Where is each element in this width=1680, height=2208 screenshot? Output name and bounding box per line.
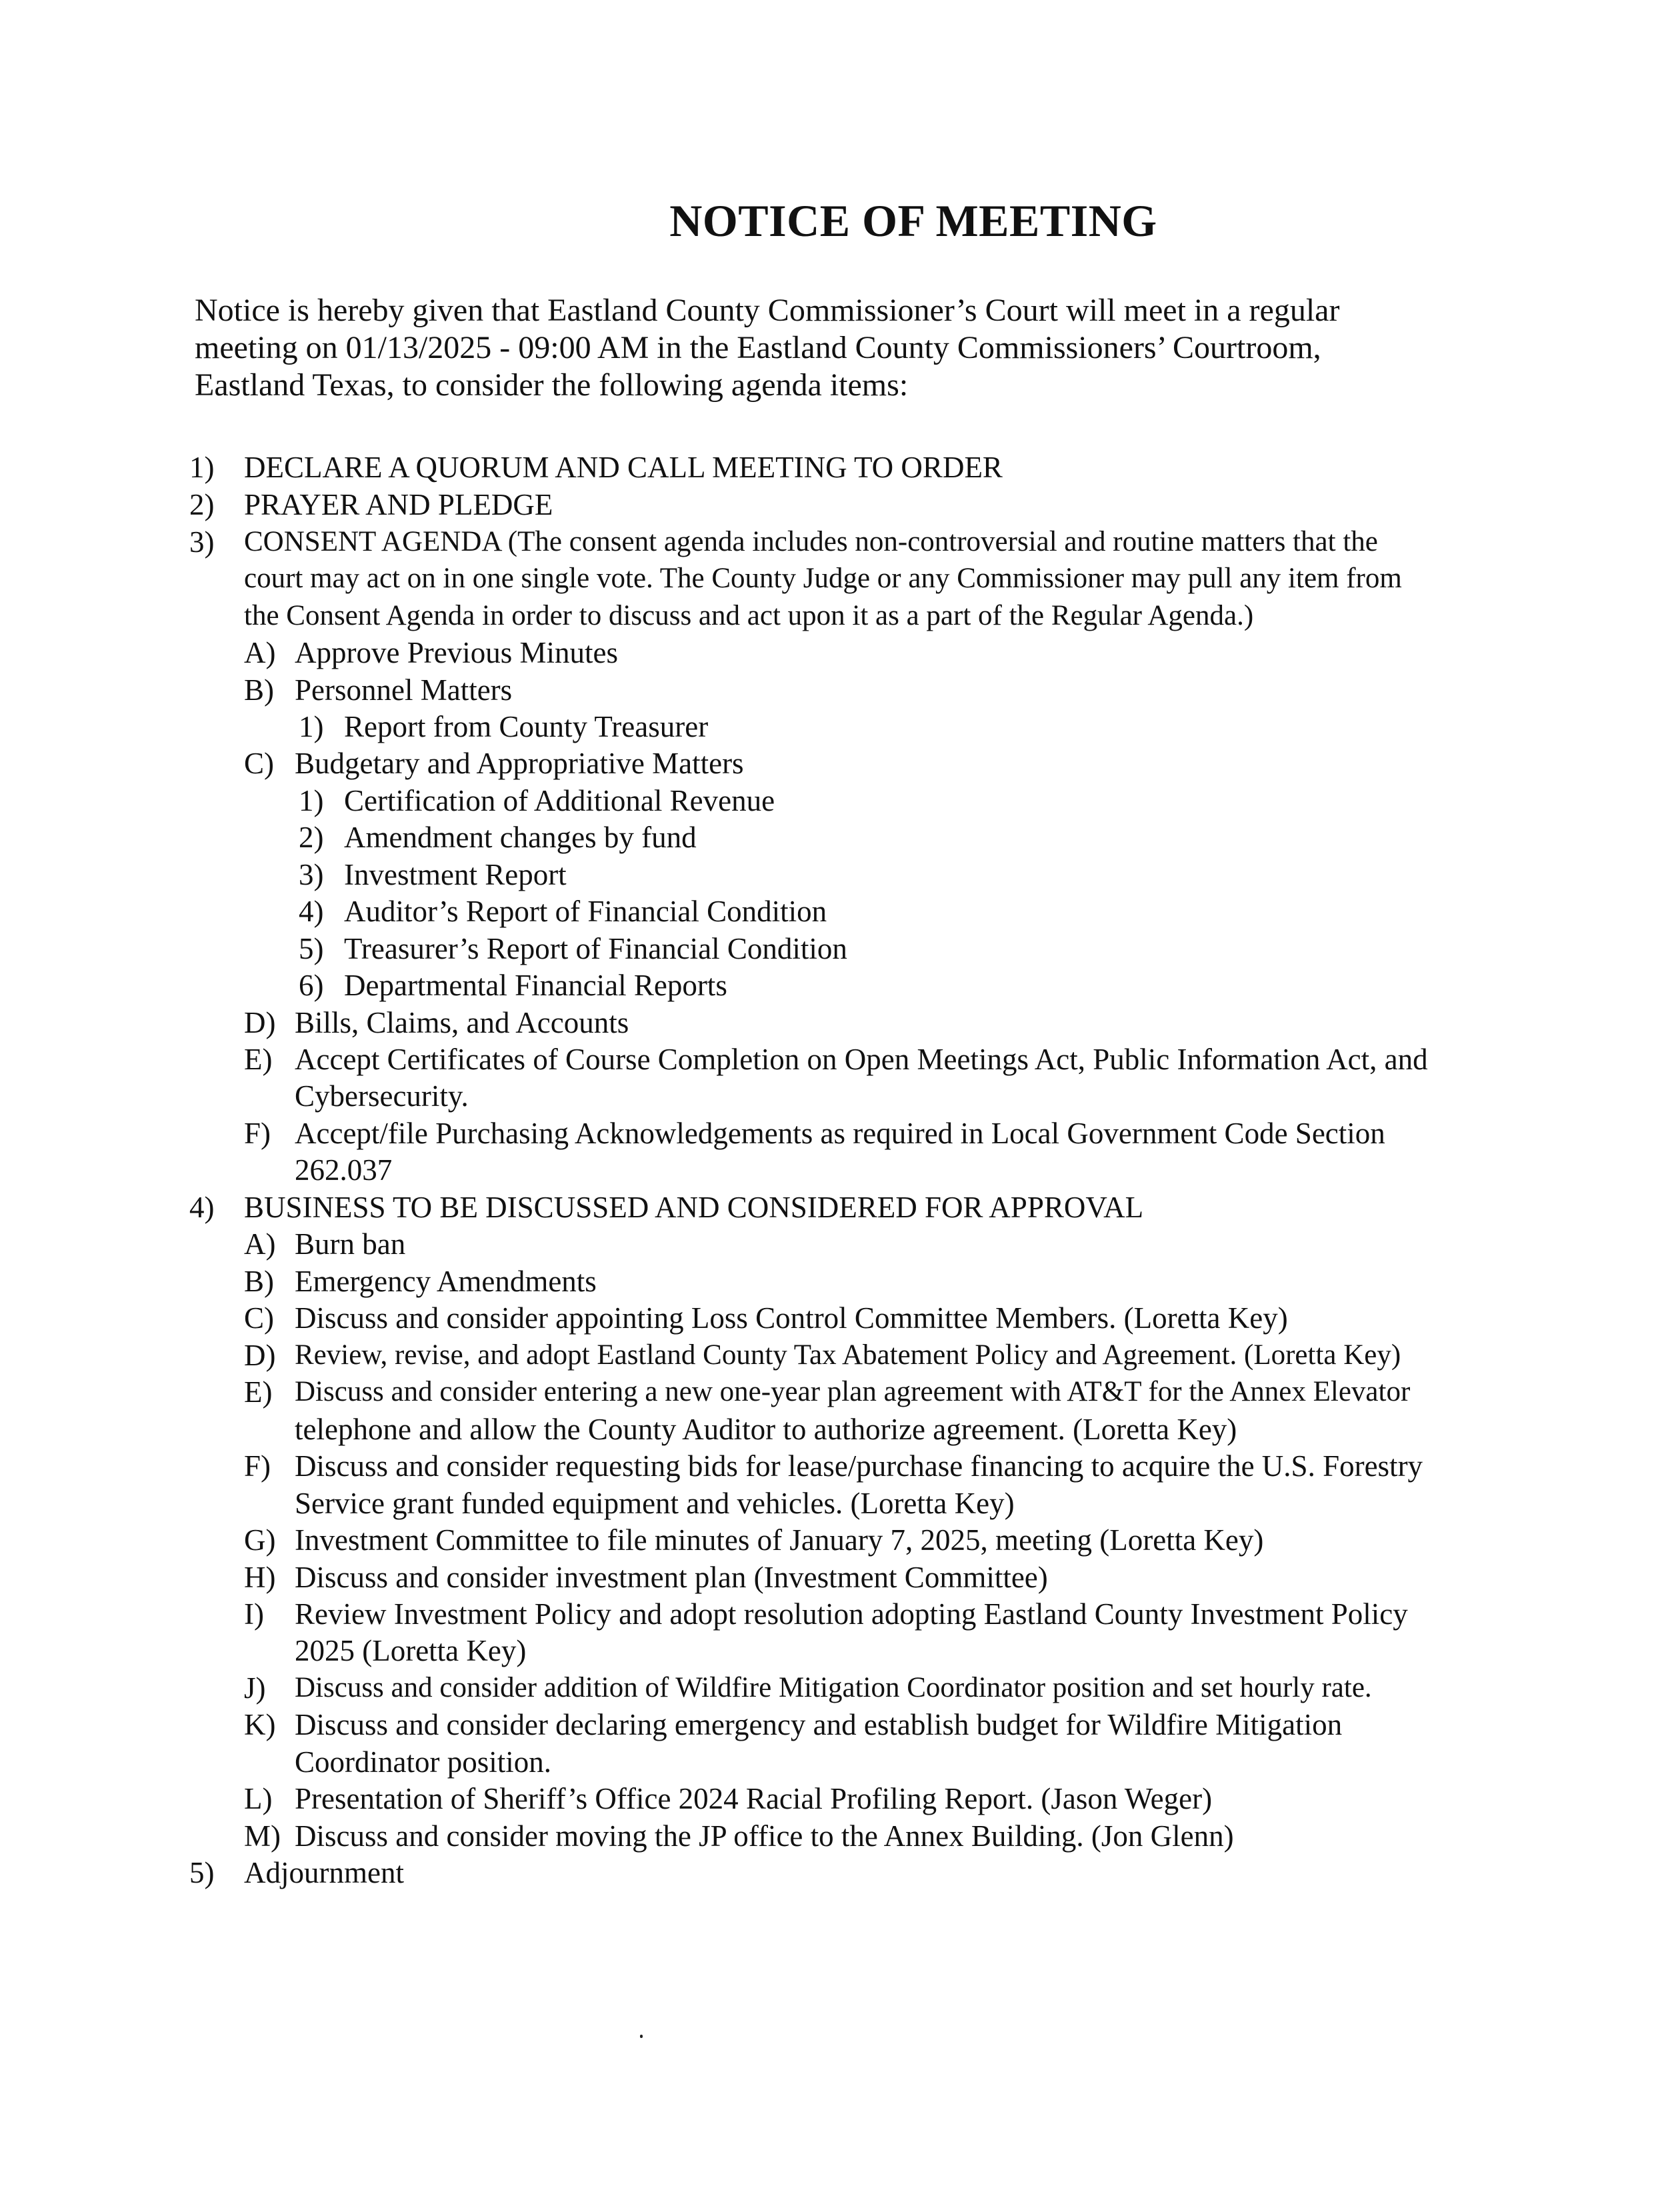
agenda-subitem-text: Emergency Amendments bbox=[295, 1265, 597, 1298]
agenda-item-number: 1) bbox=[189, 451, 215, 484]
agenda-subitem-text: Presentation of Sheriff’s Office 2024 Racial Profiling Report. (Jason Weger) bbox=[295, 1782, 1213, 1815]
agenda-subitem-letter: J) bbox=[244, 1671, 266, 1705]
agenda-subitem-text: Review Investment Policy and adopt resolution adopting Eastland County Investment Policy bbox=[295, 1597, 1408, 1631]
agenda-subsubitem-text: Amendment changes by fund bbox=[344, 821, 697, 854]
agenda-subitem-letter: B) bbox=[244, 1265, 274, 1298]
agenda-subsubitem-text: Report from County Treasurer bbox=[344, 710, 709, 743]
agenda-subitem-letter: M) bbox=[244, 1819, 281, 1853]
agenda-subsubitem-text: Treasurer’s Report of Financial Condition bbox=[344, 932, 847, 965]
agenda-subsubitem-number: 1) bbox=[299, 784, 324, 817]
agenda-subsubitem-number: 2) bbox=[299, 821, 324, 854]
agenda-subitem-letter: L) bbox=[244, 1782, 273, 1815]
agenda-item-number: 5) bbox=[189, 1856, 215, 1889]
agenda-subitem-letter: C) bbox=[244, 747, 274, 780]
agenda-subitem-text: Approve Previous Minutes bbox=[295, 636, 618, 669]
agenda-item-text: the Consent Agenda in order to discuss and act upon it as a part of the Regular Agenda.) bbox=[244, 600, 1254, 631]
agenda-item-text: DECLARE A QUORUM AND CALL MEETING TO ORDER bbox=[244, 451, 1003, 484]
scan-speck bbox=[640, 2035, 643, 2038]
agenda-subsubitem-text: Certification of Additional Revenue bbox=[344, 784, 775, 817]
agenda-subitem-text: Accept Certificates of Course Completion on Open Meetings Act, Public Information Act, and bbox=[295, 1043, 1428, 1076]
agenda-subitem-text: Review, revise, and adopt Eastland County Tax Abatement Policy and Agreement. (Loretta Key) bbox=[295, 1339, 1401, 1371]
agenda-subitem-letter: E) bbox=[244, 1043, 273, 1076]
agenda-subsubitem-number: 6) bbox=[299, 969, 324, 1002]
agenda-subitem-text: Coordinator position. bbox=[295, 1745, 551, 1779]
agenda-subitem-text: Discuss and consider investment plan (Investment Committee) bbox=[295, 1561, 1048, 1594]
agenda-subsubitem-number: 1) bbox=[299, 710, 324, 743]
agenda-subitem-letter: F) bbox=[244, 1449, 271, 1483]
agenda-subitem-letter: K) bbox=[244, 1708, 276, 1741]
agenda-subitem-text: Service grant funded equipment and vehicles. (Loretta Key) bbox=[295, 1487, 1015, 1520]
agenda-subitem-text: Discuss and consider appointing Loss Control Committee Members. (Loretta Key) bbox=[295, 1301, 1288, 1335]
agenda-subitem-text: Discuss and consider entering a new one-year plan agreement with AT&T for the Annex Elevator bbox=[295, 1376, 1411, 1407]
agenda-item-text: Adjournment bbox=[244, 1856, 404, 1889]
agenda-subitem-letter: A) bbox=[244, 1227, 276, 1261]
agenda-subsubitem-number: 5) bbox=[299, 932, 324, 965]
intro-line: Eastland Texas, to consider the following agenda items: bbox=[195, 367, 909, 403]
agenda-subitem-text: Personnel Matters bbox=[295, 673, 513, 707]
agenda-subitem-letter: E) bbox=[244, 1375, 273, 1409]
intro-line: Notice is hereby given that Eastland County Commissioner’s Court will meet in a regular bbox=[195, 293, 1340, 328]
intro-paragraph bbox=[195, 292, 1461, 404]
agenda-subitem-text: Bills, Claims, and Accounts bbox=[295, 1006, 629, 1039]
agenda-subitem-text: Burn ban bbox=[295, 1227, 406, 1261]
agenda-item-text: court may act on in one single vote. The County Judge or any Commissioner may pull any item from bbox=[244, 563, 1402, 594]
agenda-item-text: BUSINESS TO BE DISCUSSED AND CONSIDERED FOR APPROVAL bbox=[244, 1191, 1144, 1224]
agenda-subsubitem-number: 4) bbox=[299, 895, 324, 928]
agenda-subsubitem-text: Auditor’s Report of Financial Condition bbox=[344, 895, 827, 928]
agenda-subitem-text: Discuss and consider requesting bids for lease/purchase financing to acquire the U.S. Forestry bbox=[295, 1449, 1423, 1483]
agenda-subsubitem-number: 3) bbox=[299, 858, 324, 891]
agenda-subitem-text: Accept/file Purchasing Acknowledgements as required in Local Government Code Section bbox=[295, 1117, 1385, 1150]
agenda-subitem-text: Investment Committee to file minutes of January 7, 2025, meeting (Loretta Key) bbox=[295, 1523, 1264, 1557]
agenda-item-number: 4) bbox=[189, 1191, 215, 1224]
agenda-item-text: PRAYER AND PLEDGE bbox=[244, 488, 553, 521]
agenda-item-text: CONSENT AGENDA (The consent agenda includes non-controversial and routine matters that the bbox=[244, 526, 1378, 557]
agenda-subitem-letter: F) bbox=[244, 1117, 271, 1150]
agenda-subitem-text: Cybersecurity. bbox=[295, 1079, 469, 1113]
agenda-item-number: 2) bbox=[189, 488, 215, 521]
agenda-subitem-text: telephone and allow the County Auditor to authorize agreement. (Loretta Key) bbox=[295, 1413, 1237, 1446]
agenda-subitem-text: Discuss and consider declaring emergency and establish budget for Wildfire Mitigation bbox=[295, 1708, 1343, 1741]
agenda-subitem-text: Budgetary and Appropriative Matters bbox=[295, 747, 744, 780]
agenda-subsubitem-text: Investment Report bbox=[344, 858, 567, 891]
agenda-subitem-letter: D) bbox=[244, 1006, 276, 1039]
agenda-item-number: 3) bbox=[189, 525, 215, 559]
agenda-subitem-text: Discuss and consider addition of Wildfire Mitigation Coordinator position and set hourly rate. bbox=[295, 1672, 1372, 1703]
agenda-subitem-letter: D) bbox=[244, 1339, 276, 1372]
agenda-subitem-letter: G) bbox=[244, 1523, 276, 1557]
agenda-subsubitem-text: Departmental Financial Reports bbox=[344, 969, 727, 1002]
intro-line: meeting on 01/13/2025 - 09:00 AM in the Eastland County Commissioners’ Courtroom, bbox=[195, 330, 1321, 365]
agenda-subitem-text: 262.037 bbox=[295, 1153, 393, 1187]
page-title: NOTICE OF MEETING bbox=[669, 195, 1157, 246]
agenda-subitem-text: 2025 (Loretta Key) bbox=[295, 1634, 527, 1667]
agenda-subitem-letter: A) bbox=[244, 636, 276, 669]
agenda-subitem-letter: B) bbox=[244, 673, 274, 707]
agenda-subitem-letter: H) bbox=[244, 1561, 276, 1594]
agenda-subitem-text: Discuss and consider moving the JP office to the Annex Building. (Jon Glenn) bbox=[295, 1819, 1234, 1853]
agenda-subitem-letter: C) bbox=[244, 1301, 274, 1335]
agenda-subitem-letter: I) bbox=[244, 1597, 264, 1631]
